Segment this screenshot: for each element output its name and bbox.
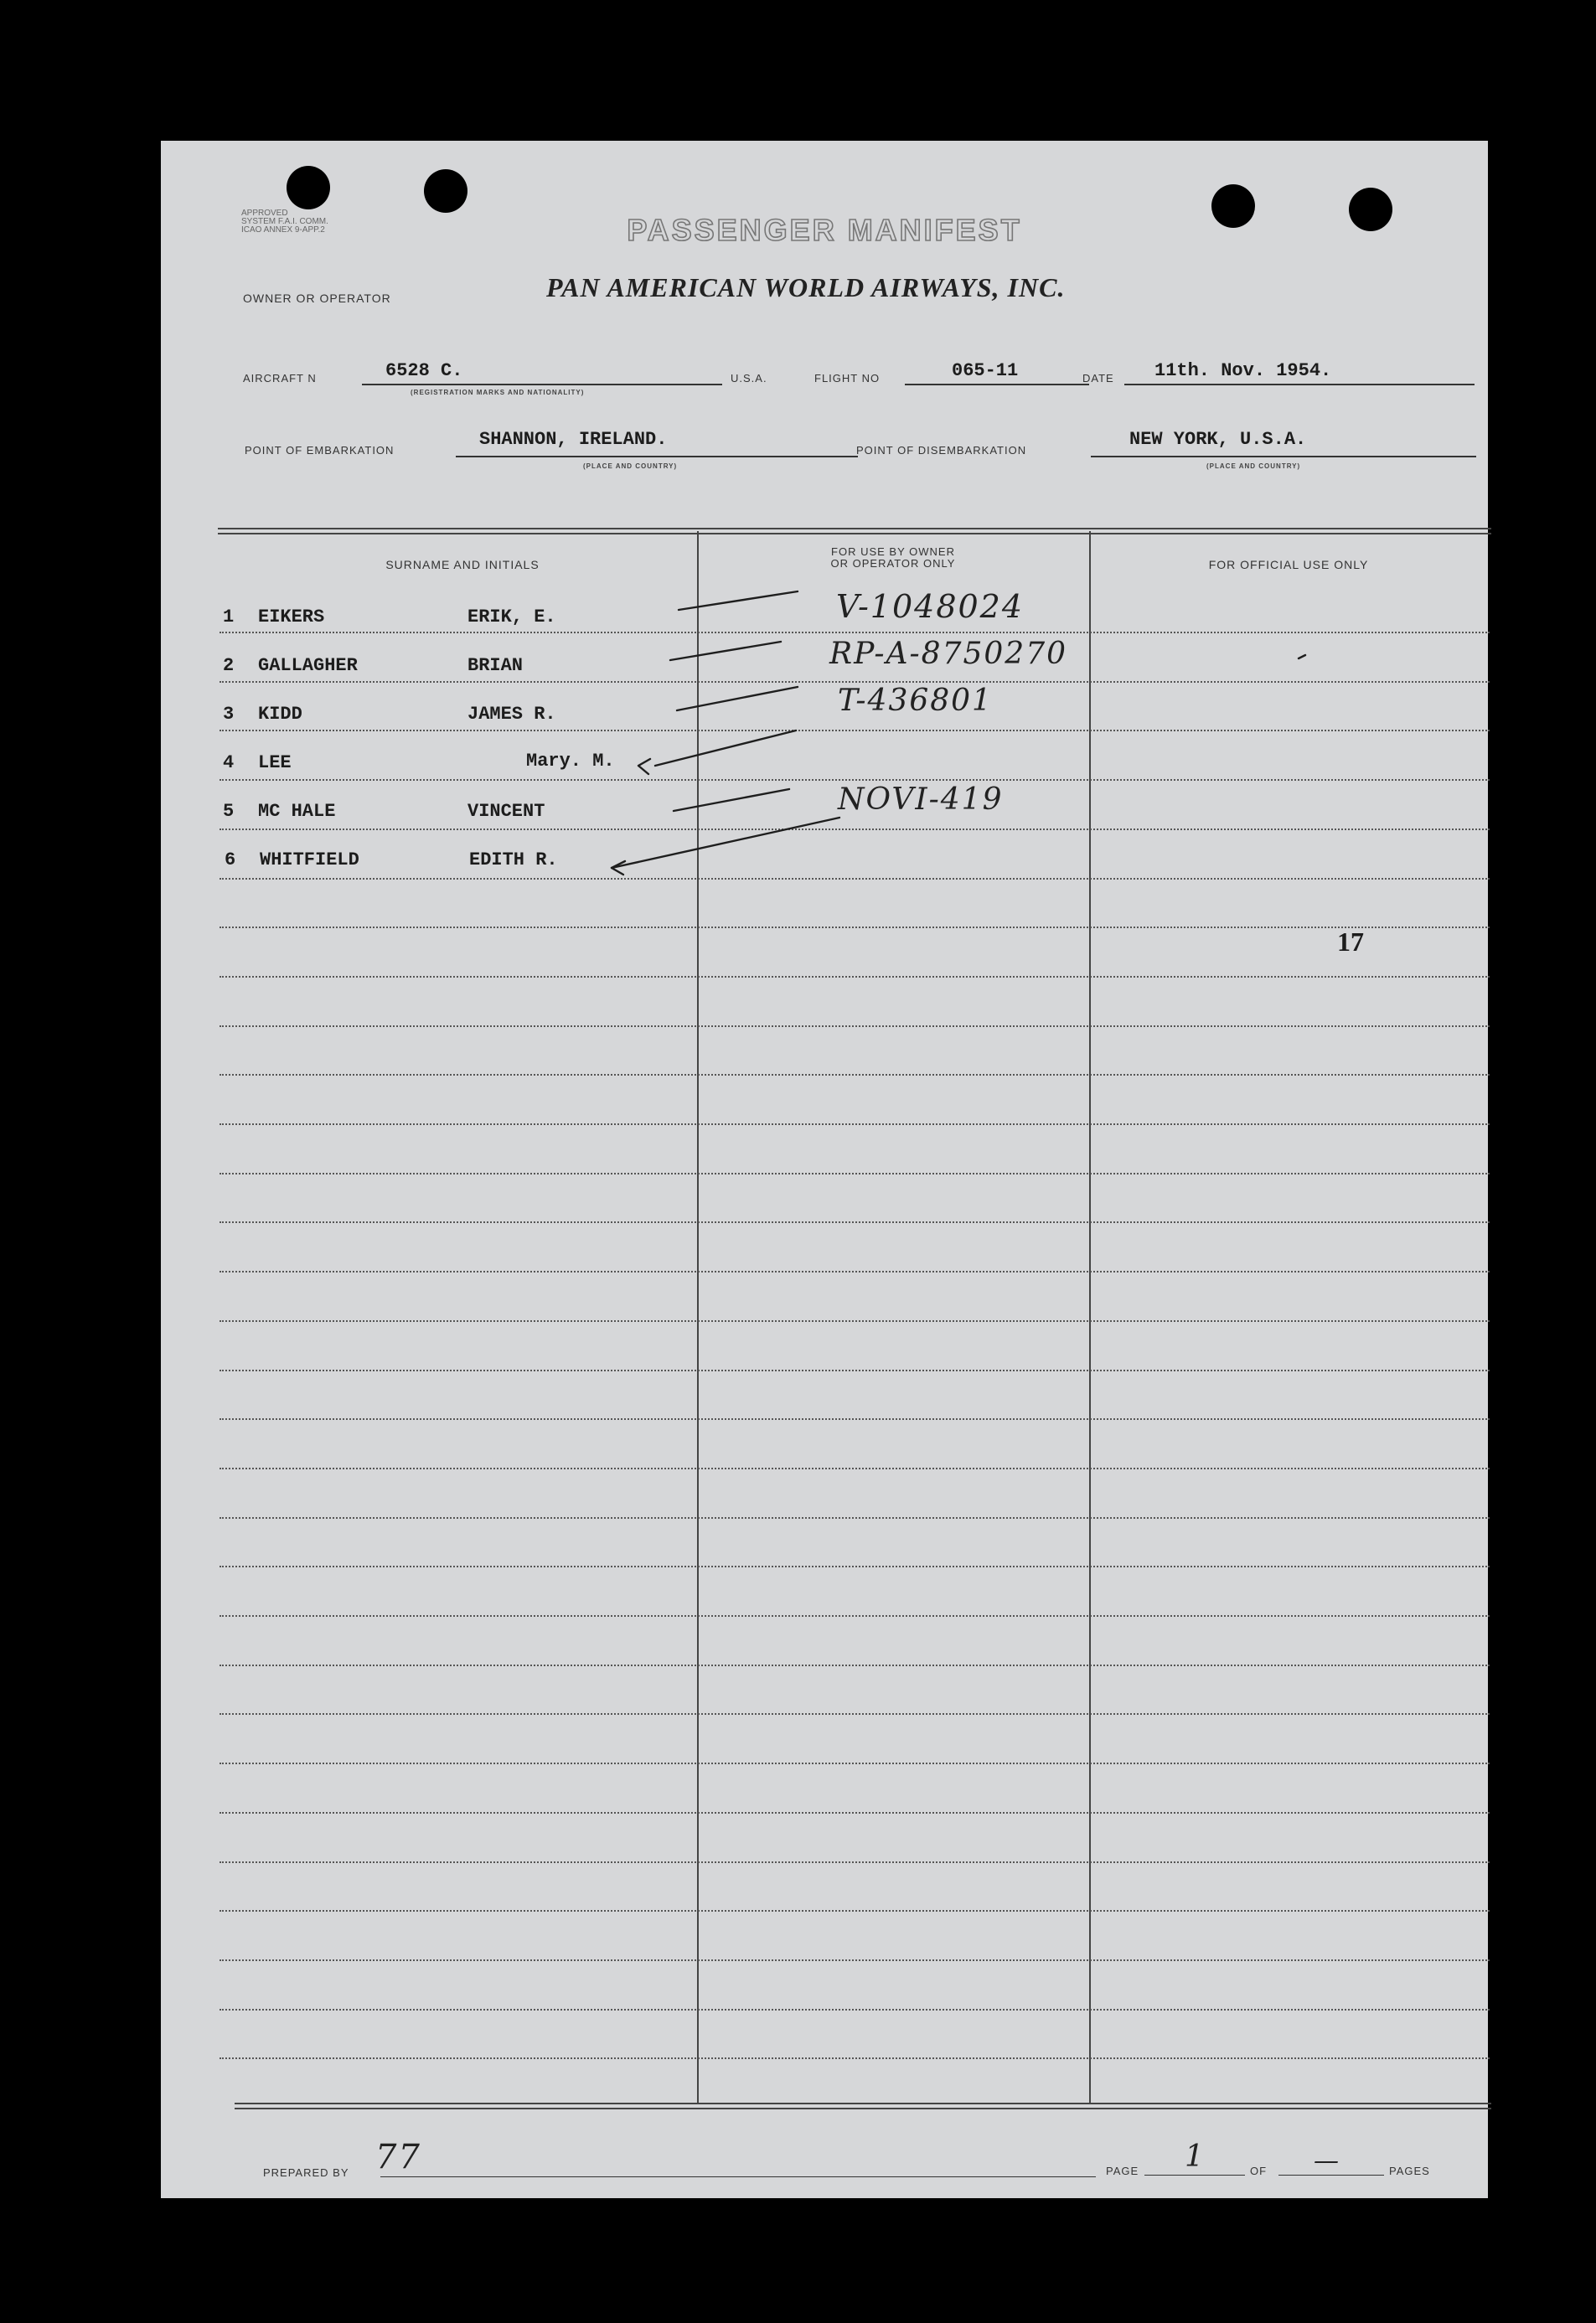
table-bottom-rule-2 — [235, 2108, 1491, 2109]
col-operator-header-line: OR OPERATOR ONLY — [830, 557, 956, 570]
row-given: ERIK, E. — [467, 607, 556, 627]
table-bottom-rule — [235, 2103, 1491, 2104]
row-operator-value: V-1048024 — [836, 588, 1025, 625]
row-surname: MC HALE — [258, 801, 336, 822]
flight-label: FLIGHT NO — [814, 372, 881, 385]
row-number: 1 — [223, 607, 235, 627]
aircraft-note: (REGISTRATION MARKS AND NATIONALITY) — [411, 389, 585, 396]
prepared-underline — [380, 2176, 1096, 2177]
embark-value: SHANNON, IRELAND. — [479, 429, 668, 450]
row-surname: EIKERS — [258, 607, 325, 627]
of-value: — — [1314, 2146, 1340, 2176]
official-count: 17 — [1337, 927, 1364, 957]
disembark-note: (PLACE AND COUNTRY) — [1206, 462, 1301, 470]
aircraft-label: AIRCRAFT N — [243, 372, 317, 385]
row-operator-value: NOVI-419 — [838, 782, 1004, 817]
row-number: 2 — [223, 655, 235, 676]
row-given: BRIAN — [467, 655, 524, 676]
aircraft-value: 6528 C. — [385, 360, 463, 381]
row-surname: GALLAGHER — [258, 655, 358, 676]
prepared-label: PREPARED BY — [263, 2166, 349, 2179]
col-surname-header: SURNAME AND INITIALS — [385, 558, 540, 571]
manifest-sheet — [161, 141, 1488, 2198]
disembark-label: POINT OF DISEMBARKATION — [856, 444, 1027, 457]
owner-label: OWNER OR OPERATOR — [243, 292, 391, 305]
page-value: 1 — [1185, 2140, 1206, 2174]
page-label: PAGE — [1106, 2165, 1139, 2177]
row-surname: WHITFIELD — [260, 849, 359, 870]
of-label: OF — [1250, 2165, 1268, 2177]
prepared-value: 77 — [375, 2138, 421, 2176]
approval-line: APPROVED — [241, 209, 288, 218]
approval-line: SYSTEM F.A.I. COMM. — [241, 217, 328, 226]
row-given: VINCENT — [467, 801, 545, 822]
row-number: 3 — [223, 704, 235, 725]
approval-line: ICAO ANNEX 9-APP.2 — [241, 225, 325, 235]
flight-value: 065-11 — [952, 360, 1019, 381]
row-number: 5 — [223, 801, 235, 822]
handwritten-strokes — [161, 141, 1488, 2198]
usa-label: U.S.A. — [731, 372, 767, 385]
col-operator-header-line: FOR USE BY OWNER — [831, 545, 955, 558]
row-given: EDITH R. — [469, 849, 558, 870]
date-label: DATE — [1082, 372, 1114, 385]
pages-label: PAGES — [1389, 2165, 1430, 2177]
col-official-header: FOR OFFICIAL USE ONLY — [1208, 558, 1369, 571]
embark-label: POINT OF EMBARKATION — [245, 444, 395, 457]
row-given: Mary. M. — [526, 751, 615, 772]
row-number: 6 — [225, 849, 236, 870]
row-number: 4 — [223, 752, 235, 773]
row-operator-value: T-436801 — [838, 684, 993, 718]
page-title: PASSENGER MANIFEST — [627, 213, 1022, 247]
page-underline — [1144, 2175, 1245, 2176]
date-value: 11th. Nov. 1954. — [1154, 360, 1332, 381]
row-operator-value: RP-A-8750270 — [829, 637, 1068, 671]
row-surname: LEE — [258, 752, 292, 773]
embark-note: (PLACE AND COUNTRY) — [583, 462, 678, 470]
row-surname: KIDD — [258, 704, 302, 725]
row-given: JAMES R. — [467, 704, 556, 725]
owner-value: PAN AMERICAN WORLD AIRWAYS, INC. — [546, 272, 1066, 302]
disembark-value: NEW YORK, U.S.A. — [1129, 429, 1307, 450]
